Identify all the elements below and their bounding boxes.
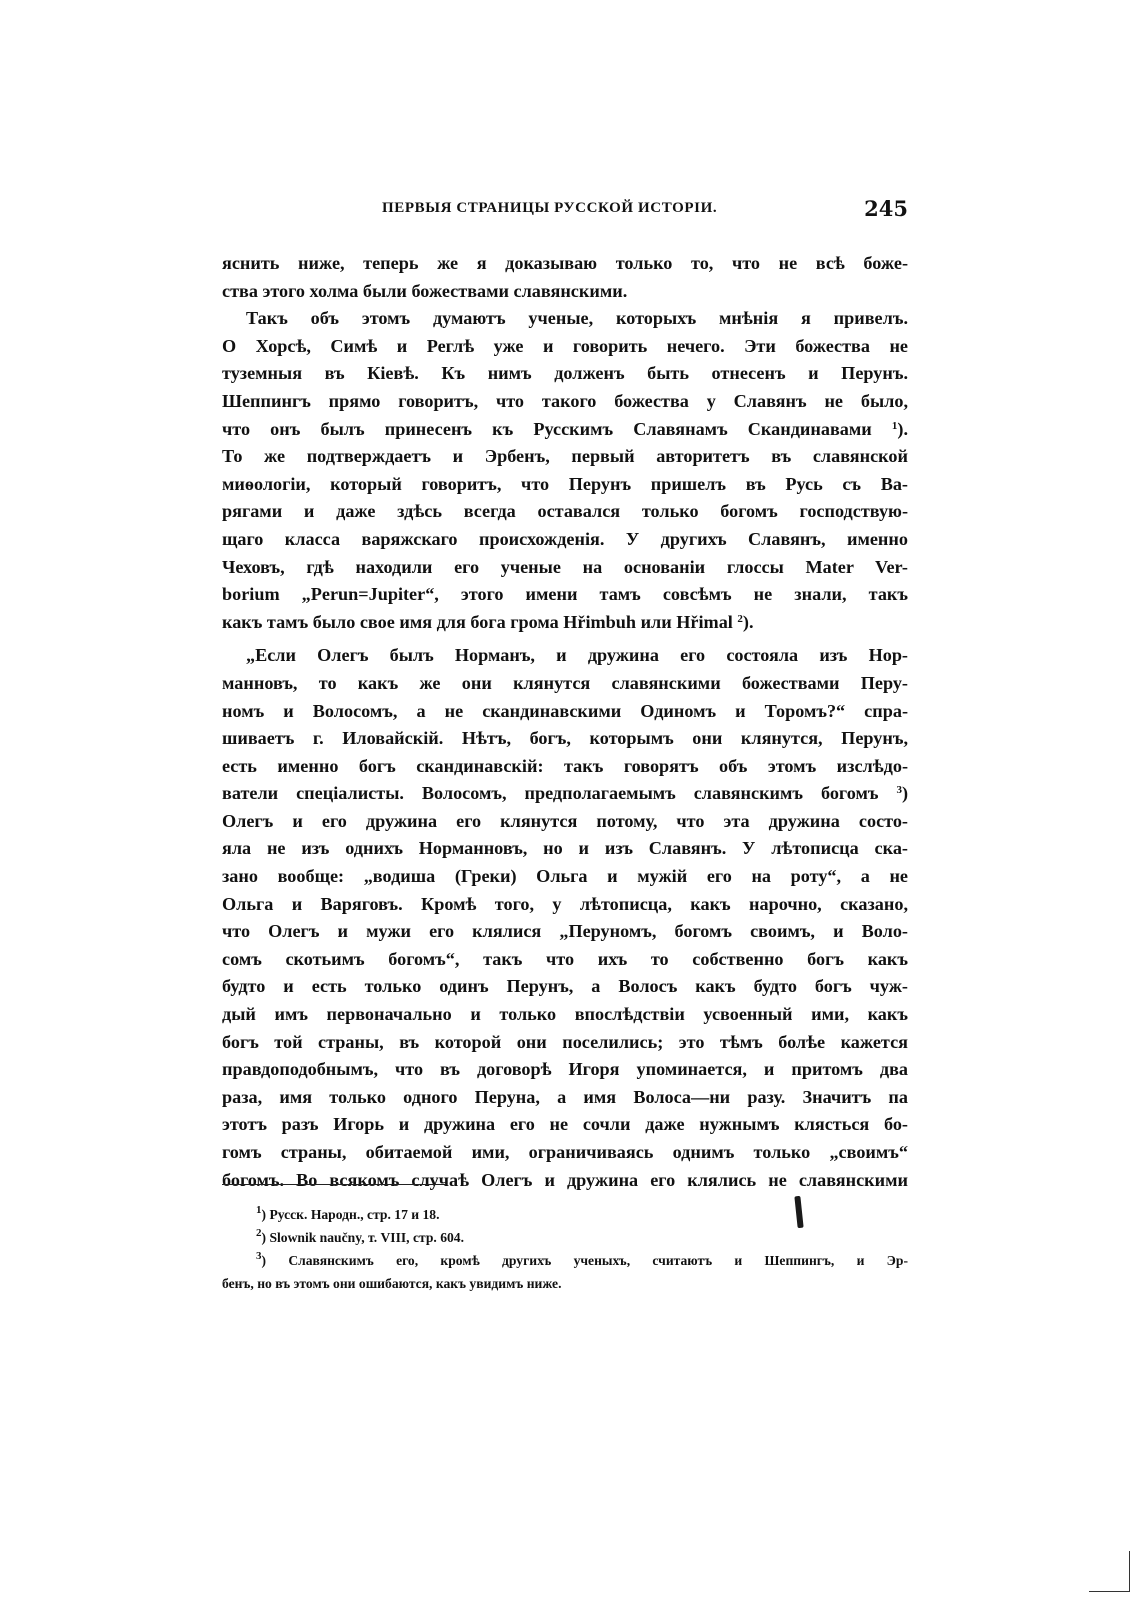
text-line: туземныя въ Кіевѣ. Къ нимъ долженъ быть отнесенъ и Перунъ. bbox=[222, 363, 908, 384]
text-line: есть именно богъ скандинавскій: такъ говорятъ объ этомъ изслѣдо- bbox=[222, 755, 908, 776]
line-ending: ). bbox=[742, 611, 754, 632]
scan-corner-mark bbox=[1089, 1551, 1130, 1592]
text-line: сомъ скотьимъ богомъ“, такъ что ихъ то собственно богъ какъ bbox=[222, 948, 908, 969]
text-line: будто и есть только одинъ Перунъ, а Волосъ какъ будто богъ чуж- bbox=[222, 976, 908, 997]
text-line: богъ той страны, въ которой они поселились; это тѣмъ болѣе кажется bbox=[222, 1031, 908, 1052]
footnote-marker: 3 bbox=[256, 1250, 262, 1262]
text-line: богомъ. Во всякомъ случаѣ Олегъ и дружина его клялись не славянскими bbox=[222, 1169, 908, 1190]
text-line: раза, имя только одного Перуна, а имя Волоса—ни разу. Значитъ па bbox=[222, 1086, 908, 1107]
text-line: что Олегъ и мужи его клялися „Перуномъ, богомъ своимъ, и Воло- bbox=[222, 921, 908, 942]
footnote-text: Русск. Народн., стр. 17 и 18. bbox=[269, 1207, 440, 1222]
footnote-divider bbox=[222, 1184, 446, 1185]
footnote-3-continuation: бенъ, но въ этомъ они ошибаются, какъ увидимъ ниже. bbox=[222, 1276, 562, 1291]
text-line: яснить ниже, теперь же я доказываю только то, что не всѣ боже- bbox=[222, 253, 908, 273]
text-line: Чеховъ, гдѣ находили его ученые на основаніи глоссы Mater Ver- bbox=[222, 556, 908, 577]
text-line-with-ref bbox=[222, 609, 908, 637]
text-line: этотъ разъ Игорь и дружина его не сочли даже нужнымъ клясться бо- bbox=[222, 1114, 908, 1135]
text-line-part: что онъ былъ принесенъ къ Русскимъ Славянамъ Скандинавами bbox=[222, 418, 872, 439]
text-line: дый имъ первоначально и только впослѣдствіи усвоенный ими, какъ bbox=[222, 1004, 908, 1025]
line-ending: ). bbox=[897, 418, 908, 439]
text-line-with-ref: ватели спеціалисты. Волосомъ, предполагаемымъ славянскимъ богомъ $^3$) bbox=[222, 783, 909, 804]
footnote-marker: 2 bbox=[256, 1227, 262, 1239]
footnote-ref-1[interactable]: 1 bbox=[891, 419, 898, 432]
body-text bbox=[222, 250, 908, 1194]
text-line: Шеппингъ прямо говоритъ, что такого божества у Славянъ не было, bbox=[222, 390, 908, 411]
running-title: ПЕРВЫЯ СТРАНИЦЫ РУССКОЙ ИСТОРІИ. bbox=[382, 200, 718, 216]
footnote-ref-2[interactable]: 2 bbox=[737, 612, 743, 625]
text-line: То же подтверждаетъ и Эрбенъ, первый авторитетъ въ славянской bbox=[222, 446, 908, 467]
text-line: манновъ, то какъ же они клянутся славянскими божествами Перу- bbox=[222, 672, 908, 693]
text-line: миѳологіи, который говоритъ, что Перунъ пришелъ въ Русь съ Ва- bbox=[222, 473, 908, 494]
footnote-text: Славянскимъ его, кромѣ другихъ ученыхъ, считаютъ и Шеппингъ, и Эр- bbox=[288, 1253, 908, 1268]
footnote-text: Slownik naučny, т. VIII, стр. 604. bbox=[269, 1230, 464, 1245]
text-line-with-ref bbox=[222, 416, 908, 444]
text-line: О Хорсѣ, Симѣ и Реглѣ уже и говорить нечего. Эти божества не bbox=[222, 335, 908, 356]
text-line: шиваетъ г. Иловайскій. Нѣтъ, богъ, которымъ они клянутся, Перунъ, bbox=[222, 728, 908, 749]
text-line: рягами и даже здѣсь всегда оставался только богомъ господствую- bbox=[222, 501, 908, 522]
text-line-part: какъ тамъ было свое имя для бога грома Hřimbuh или Hřimal bbox=[222, 611, 733, 632]
text-line: яла не изъ однихъ Норманновъ, но и изъ Славянъ. У лѣтописца ска- bbox=[222, 838, 908, 859]
footnote-3: $^3$) Славянскимъ его, кромѣ другихъ ученыхъ, считаютъ и Шеппингъ, и Эр- bbox=[256, 1250, 908, 1268]
paragraph-first-line: „Если Олегъ былъ Норманъ, и дружина его состояла изъ Нор- bbox=[246, 645, 908, 666]
text-line: borium „Perun=Jupiter“, этого имени тамъ совсѣмъ не знали, такъ bbox=[222, 584, 908, 605]
footnote-1: $^1$) Русск. Народн., стр. 17 и 18. bbox=[256, 1204, 440, 1222]
text-line: ства этого холма были божествами славянскими. bbox=[222, 280, 628, 301]
text-line: правдоподобнымъ, что въ договорѣ Игоря упоминается, и притомъ два bbox=[222, 1059, 908, 1080]
footnote-ref-3[interactable]: 3 bbox=[896, 784, 902, 797]
footnote-marker: 1 bbox=[256, 1204, 262, 1216]
paragraph-first-line: Такъ объ этомъ думаютъ ученые, которыхъ мнѣнія я привелъ. bbox=[246, 308, 908, 329]
text-line: зано вообще: „водиша (Греки) Ольга и мужій его на роту“, а не bbox=[222, 866, 908, 887]
footnotes bbox=[222, 1203, 908, 1295]
footnote-2: $^2$) Slownik naučny, т. VIII, стр. 604. bbox=[256, 1227, 464, 1245]
text-line: Ольга и Варяговъ. Кромѣ того, у лѣтописца, какъ нарочно, сказано, bbox=[222, 893, 908, 914]
text-line: номъ и Волосомъ, а не скандинавскими Одиномъ и Торомъ?“ спра- bbox=[222, 700, 908, 721]
text-line: гомъ страны, обитаемой ими, ограничиваясь однимъ только „своимъ“ bbox=[222, 1142, 908, 1162]
text-line: Олегъ и его дружина его клянутся потому, что эта дружина состо- bbox=[222, 810, 908, 831]
page-number: 245 bbox=[864, 196, 908, 221]
text-line: щаго класса варяжскаго происхожденія. У другихъ Славянъ, именно bbox=[222, 528, 908, 549]
running-head bbox=[222, 196, 908, 224]
text-line-part: ватели спеціалисты. Волосомъ, предполагаемымъ славянскимъ богомъ bbox=[222, 783, 879, 804]
